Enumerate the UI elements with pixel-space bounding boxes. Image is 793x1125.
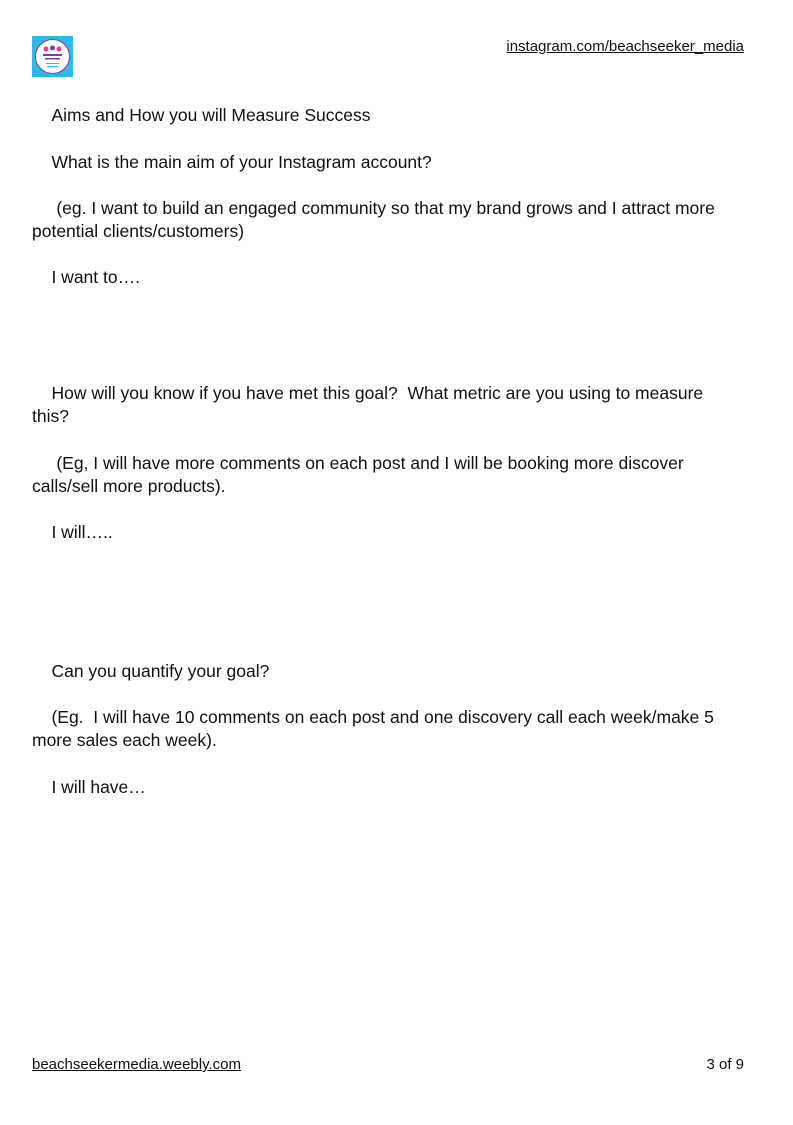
website-link[interactable]: beachseekermedia.weebly.com [32, 1056, 241, 1073]
instagram-link[interactable]: instagram.com/beachseeker_media [506, 38, 744, 55]
question-measure-goal: How will you know if you have met this goal? What metric are you using to measure this? [32, 383, 709, 426]
example-quantify-goal: (Eg. I will have 10 comments on each post and one discovery call each week/make 5 more sales each week). [32, 707, 719, 750]
page-number: 3 of 9 [706, 1056, 744, 1073]
brand-logo-icon [32, 36, 73, 77]
question-quantify-goal: Can you quantify your goal? [32, 661, 270, 681]
page-title: Aims and How you will Measure Success [32, 105, 371, 125]
prompt-i-will-have: I will have… [32, 777, 146, 797]
question-main-aim: What is the main aim of your Instagram account? [32, 152, 432, 172]
prompt-i-will: I will….. [32, 522, 113, 542]
prompt-i-want-to: I want to…. [32, 267, 140, 287]
example-main-aim: (eg. I want to build an engaged community so that my brand grows and I attract more potential clients/customers) [32, 198, 720, 241]
example-measure-goal: (Eg, I will have more comments on each post and I will be booking more discover calls/sell more products). [32, 453, 689, 496]
